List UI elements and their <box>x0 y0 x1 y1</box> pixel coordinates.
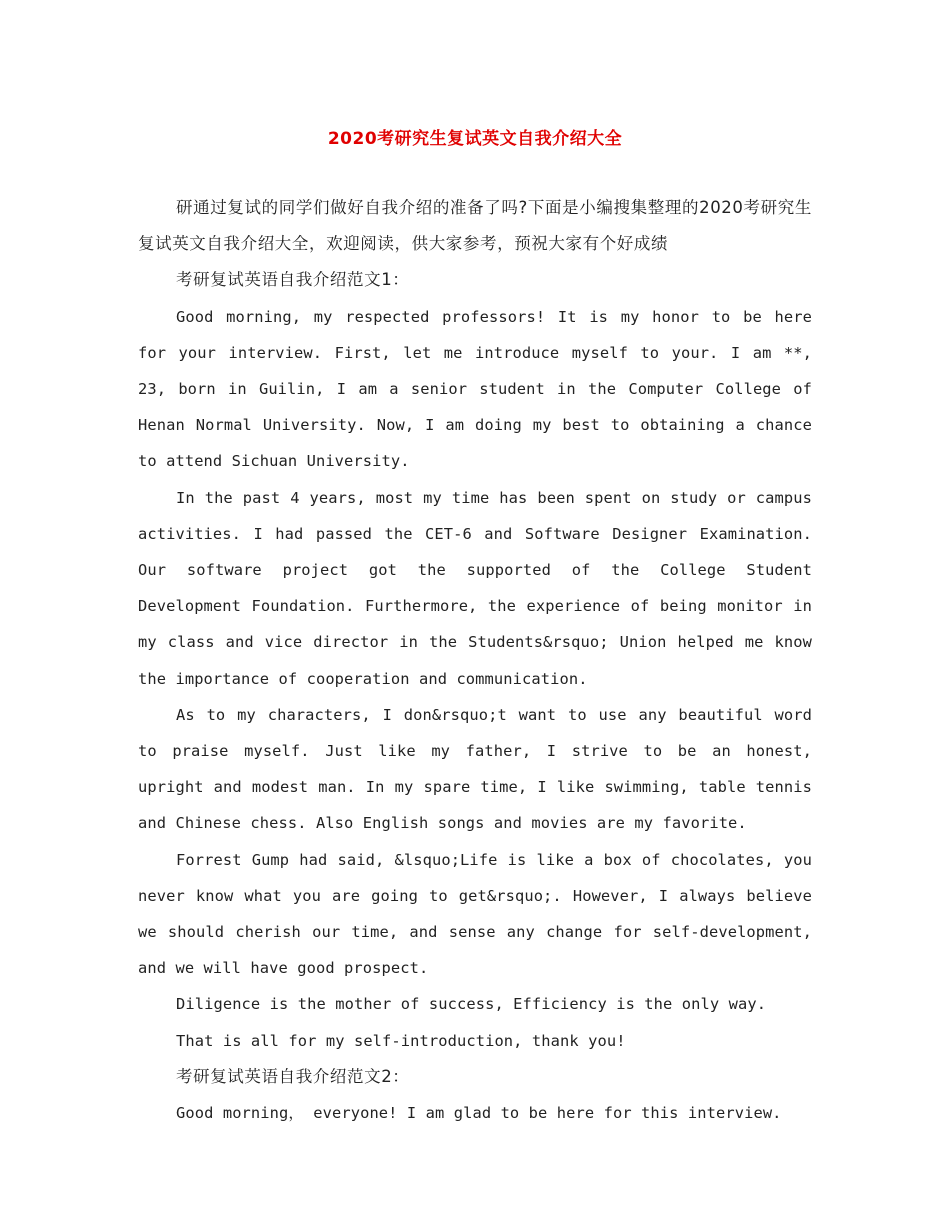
sample-1-heading: 考研复试英语自我介绍范文1： <box>176 270 410 290</box>
intro-paragraph: 研通过复试的同学们做好自我介绍的准备了吗?下面是小编搜集整理的2020考研究生复试英文自我介绍大全，欢迎阅读，供大家参考，预祝大家有个好成绩 <box>138 198 812 254</box>
sample-2-paragraph-1: Good morning， everyone! I am glad to be here for this interview. <box>176 1104 782 1123</box>
sample-2-heading: 考研复试英语自我介绍范文2： <box>176 1066 410 1086</box>
sample-1-paragraph-4: Forrest Gump had said, &lsquo;Life is like a box of chocolates, you never know what you are going to get&rsquo;. However, I always believe we should cherish our time, and sense any change for self-development, and we will have good prospect. <box>138 850 812 978</box>
document-title: 2020考研究生复试英文自我介绍大全 <box>327 129 623 149</box>
sample-1-paragraph-6: That is all for my self-introduction, thank you! <box>176 1031 626 1050</box>
sample-1-paragraph-3: As to my characters, I don&rsquo;t want to use any beautiful word to praise myself. Just like my father, I strive to be an honest, upright and modest man. In my spare time, I like swimming, table tennis and Chinese chess. Also English songs and movies are my favorite. <box>138 705 812 833</box>
sample-1-paragraph-1: Good morning, my respected professors! It is my honor to be here for your interview. First, let me introduce myself to your. I am **, 23, born in Guilin, I am a senior student in the Computer College of Henan Normal University. Now, I am doing my best to obtaining a chance to attend Sichuan University. <box>138 307 812 471</box>
document-body <box>138 190 812 1131</box>
sample-1-paragraph-2: In the past 4 years, most my time has been spent on study or campus activities. I had passed the CET-6 and Software Designer Examination. Our software project got the supported of the College Student Development Foundation. Furthermore, the experience of being monitor in my class and vice director in the Students&rsquo; Union helped me know the importance of cooperation and communication. <box>138 488 812 688</box>
sample-1-paragraph-5: Diligence is the mother of success, Efficiency is the only way. <box>176 995 767 1014</box>
